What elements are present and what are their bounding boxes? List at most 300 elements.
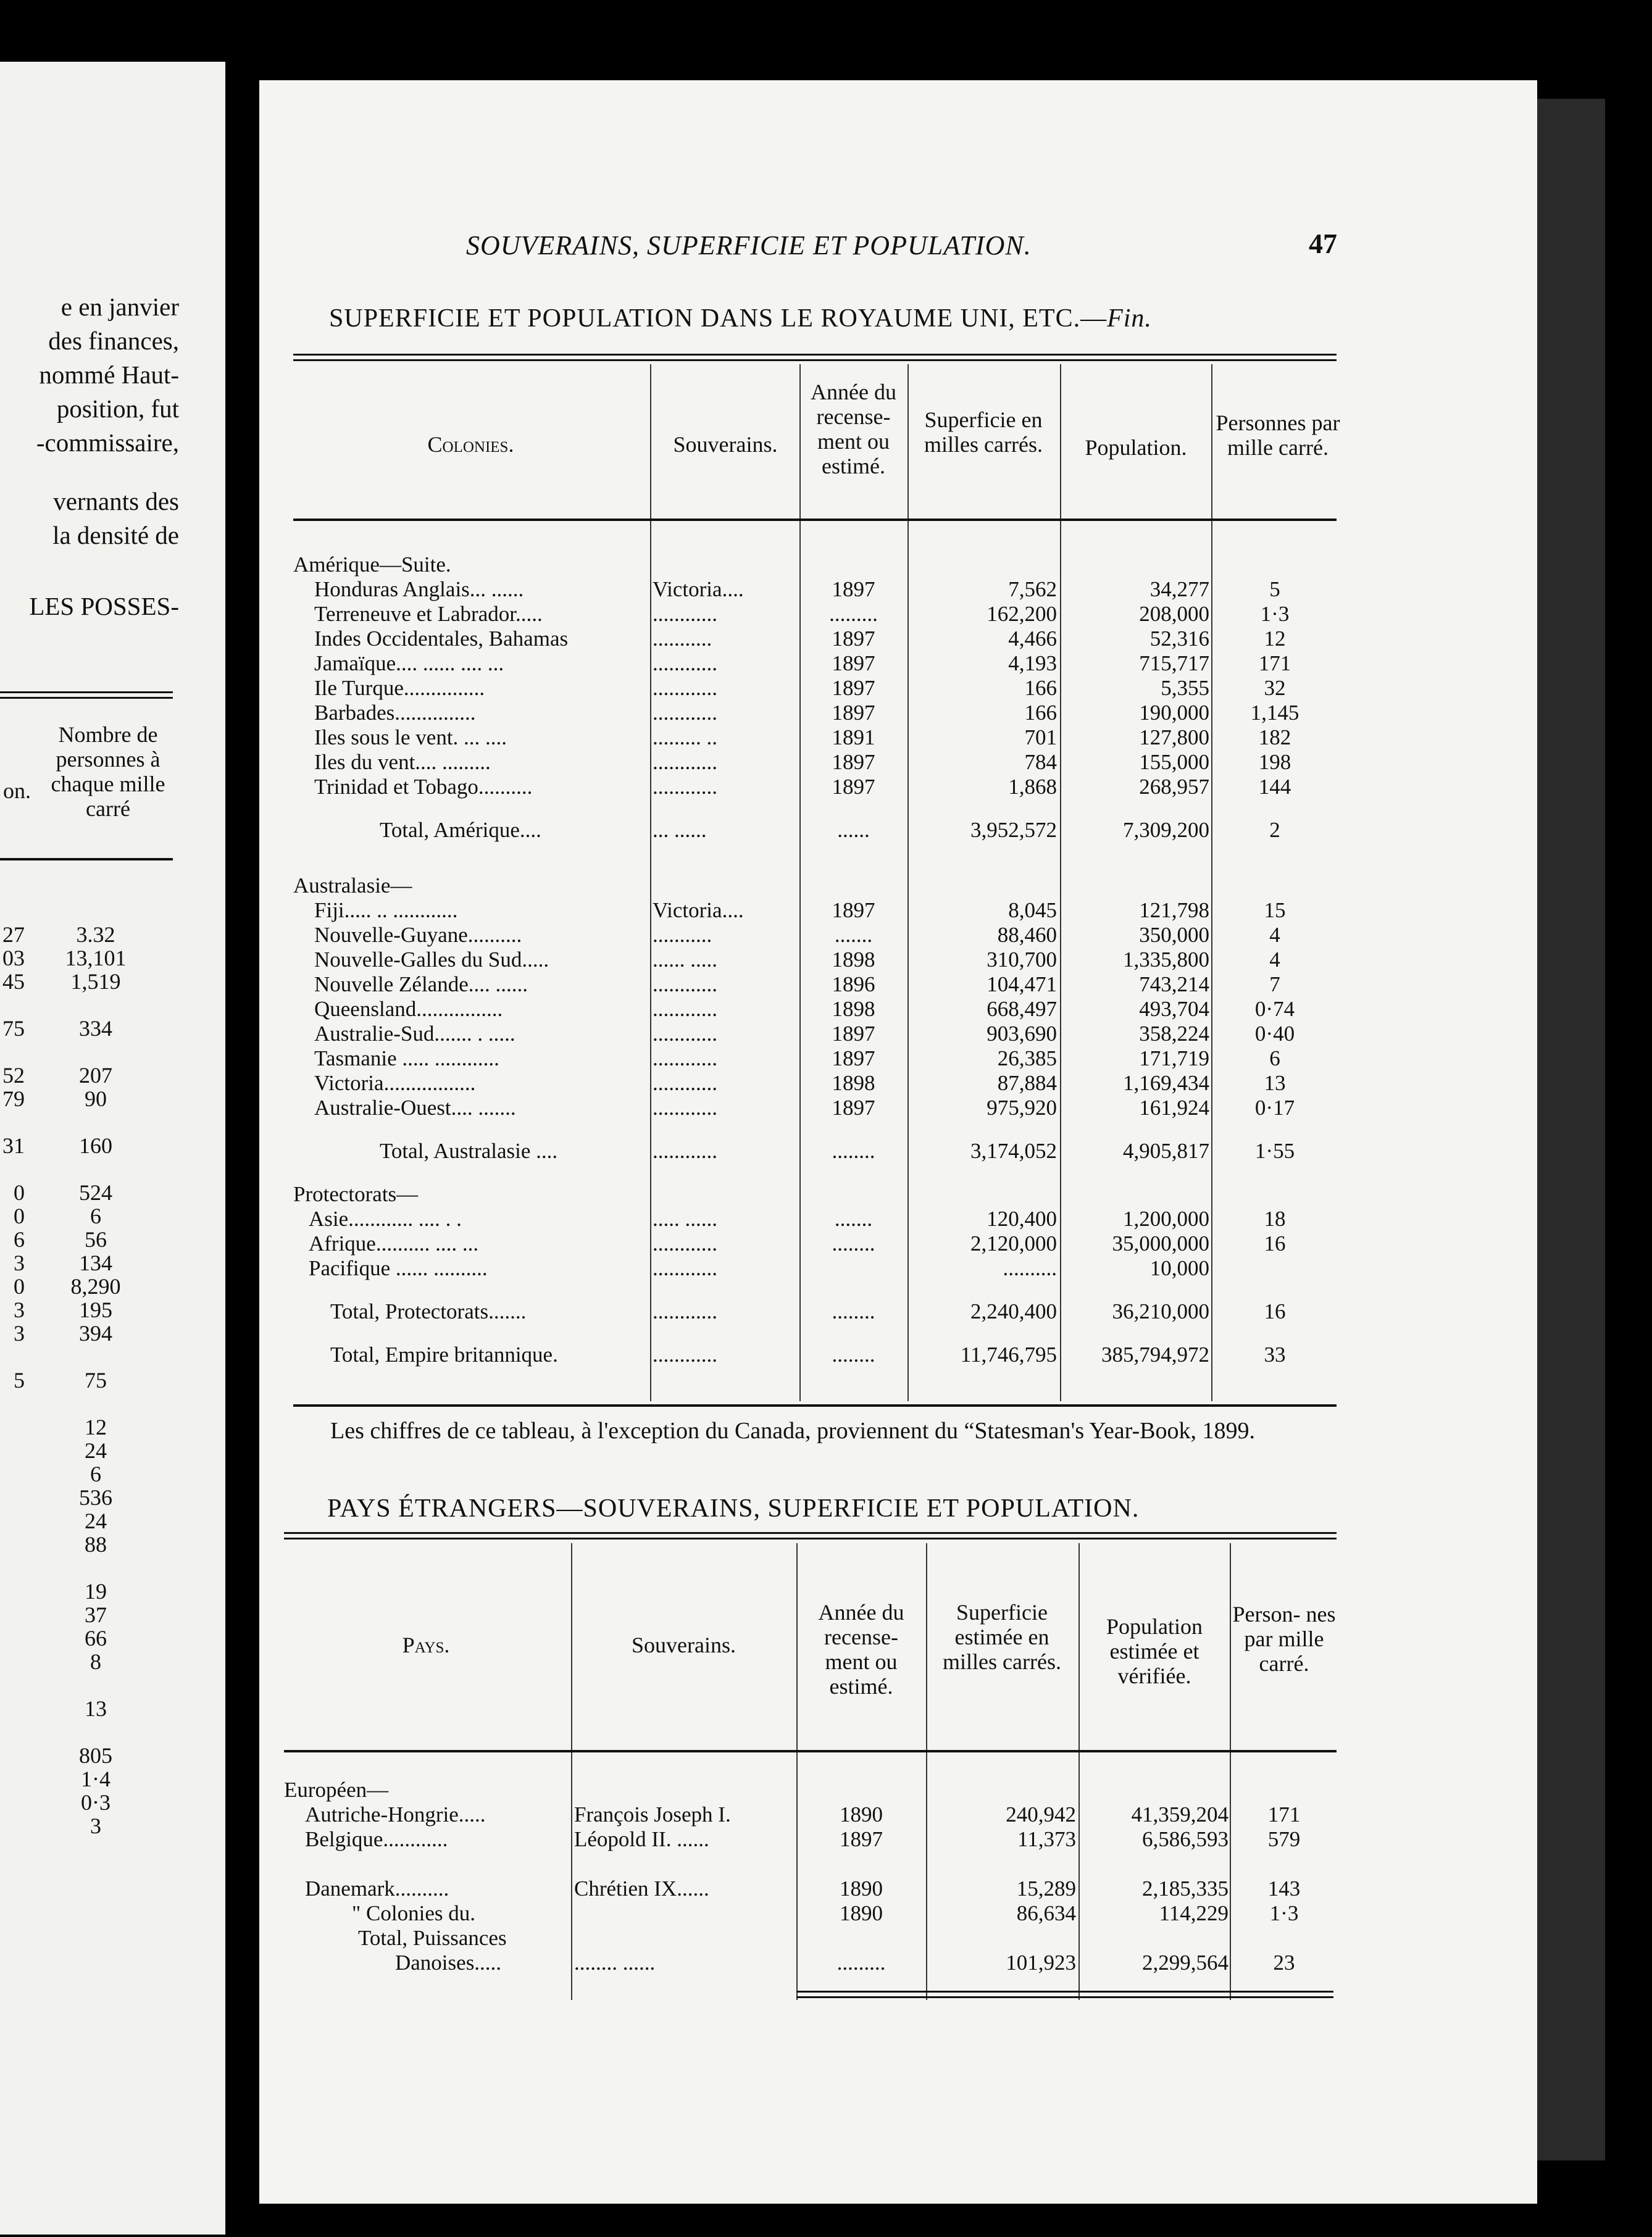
table-row xyxy=(293,1046,1343,1071)
table-cell: Victoria................. xyxy=(314,1071,476,1095)
left-number: 24 xyxy=(85,1509,107,1533)
left-number: 207 xyxy=(79,1063,112,1088)
left-number xyxy=(0,1697,25,1720)
table2-header: Souverains. xyxy=(632,1633,736,1657)
table-cell: 1,145 xyxy=(1250,701,1299,725)
table-row xyxy=(284,1877,1340,1901)
table-cell: 155,000 xyxy=(1139,750,1209,774)
table-cell: 1897 xyxy=(832,1046,875,1070)
left-number: 27 xyxy=(2,922,25,947)
table1-title xyxy=(329,304,1152,333)
left-number: 3 xyxy=(90,1814,101,1838)
left-rule xyxy=(0,858,173,860)
left-col-head-a: on. xyxy=(3,778,31,803)
running-title: SOUVERAINS, SUPERFICIE ET POPULATION. xyxy=(466,230,1032,260)
table1-header: Population. xyxy=(1085,435,1187,460)
left-number: 1·4 xyxy=(81,1767,111,1791)
table-cell: 1890 xyxy=(840,1901,883,1925)
table-row xyxy=(284,1802,1340,1827)
table-cell: 1897 xyxy=(832,627,875,651)
table-cell: 120,400 xyxy=(987,1207,1057,1231)
table-cell: 3,952,572 xyxy=(970,818,1057,842)
left-number: 0 xyxy=(14,1274,25,1299)
table-cell: Chrétien IX...... xyxy=(574,1877,709,1901)
left-col-b xyxy=(49,923,142,1838)
table-cell: ...... xyxy=(837,818,870,842)
table-cell: ..... ...... xyxy=(653,1207,717,1231)
table-row xyxy=(293,1182,1343,1207)
left-number xyxy=(0,1392,25,1415)
left-number xyxy=(0,1650,25,1673)
table-cell: 1·55 xyxy=(1254,1139,1295,1163)
table1-top-rule xyxy=(293,354,1337,361)
left-line: des finances, xyxy=(48,327,179,355)
left-number xyxy=(0,1720,25,1744)
table1-title-suffix: Fin. xyxy=(1107,304,1152,333)
left-number xyxy=(49,1673,142,1697)
table-cell: ............ xyxy=(653,997,717,1021)
table-cell: 171 xyxy=(1267,1802,1301,1827)
table-cell: 4,193 xyxy=(1008,651,1057,675)
table-cell: 743,214 xyxy=(1139,972,1209,996)
table-row xyxy=(293,701,1343,725)
left-number: 8 xyxy=(90,1649,101,1674)
table-cell: 240,942 xyxy=(1006,1802,1076,1827)
table-cell: 668,497 xyxy=(987,997,1057,1021)
left-number xyxy=(0,1345,25,1368)
table-cell: 101,923 xyxy=(1006,1951,1076,1975)
table-cell: 11,746,795 xyxy=(960,1343,1057,1367)
table2-header: Pays. xyxy=(402,1633,450,1657)
table-cell: 903,690 xyxy=(987,1022,1057,1046)
table-cell: 1,868 xyxy=(1008,775,1057,799)
page-number: 47 xyxy=(1309,228,1337,259)
table-row xyxy=(293,948,1343,972)
left-number: 88 xyxy=(85,1532,107,1557)
table-cell: 2,240,400 xyxy=(970,1299,1057,1323)
table-cell: 166 xyxy=(1024,676,1057,700)
table-row xyxy=(293,923,1343,948)
table-cell: 190,000 xyxy=(1139,701,1209,725)
left-number: 334 xyxy=(79,1016,112,1041)
table-cell: Danemark.......... xyxy=(305,1877,449,1901)
table-cell: Victoria.... xyxy=(653,898,744,922)
table-cell: 162,200 xyxy=(987,602,1057,626)
left-number: 805 xyxy=(79,1743,112,1768)
left-number: 160 xyxy=(79,1133,112,1158)
table-cell: Iles sous le vent. ... .... xyxy=(314,725,507,749)
table-cell: " Colonies du. xyxy=(352,1901,475,1925)
left-number xyxy=(0,1627,25,1650)
table-cell: 2,299,564 xyxy=(1142,1951,1229,1975)
table-cell: 1890 xyxy=(840,1877,883,1901)
table2-header: Population estimée et vérifiée. xyxy=(1106,1614,1203,1688)
left-number: 134 xyxy=(79,1251,112,1275)
table-cell: 144 xyxy=(1258,775,1291,799)
table-cell: ....... xyxy=(834,923,873,947)
left-number xyxy=(0,1767,25,1791)
left-number xyxy=(0,1556,25,1580)
left-number: 3 xyxy=(14,1321,25,1346)
left-number: 195 xyxy=(79,1298,112,1322)
left-number: 12 xyxy=(85,1415,107,1439)
table-cell: 1897 xyxy=(832,1022,875,1046)
table-cell: 87,884 xyxy=(997,1071,1057,1095)
table-cell: 350,000 xyxy=(1139,923,1209,947)
table-cell: ............ xyxy=(653,1299,717,1323)
table-cell: 15,289 xyxy=(1016,1877,1076,1901)
table-cell: Iles du vent.... ......... xyxy=(314,750,491,774)
left-number: 5 xyxy=(14,1368,25,1393)
table-cell: ........ xyxy=(832,1299,875,1323)
table-cell: 1·3 xyxy=(1260,602,1290,626)
left-number xyxy=(0,1439,25,1462)
table-cell: Belgique............ xyxy=(305,1827,448,1851)
table-cell: 1898 xyxy=(832,948,875,972)
table-cell: 358,224 xyxy=(1139,1022,1209,1046)
left-number xyxy=(49,1040,142,1064)
table-cell: ............ xyxy=(653,1096,717,1120)
source-note: Les chiffres de ce tableau, à l'exception du Canada, proviennent du “Statesman's Year-Book, 1899. xyxy=(330,1418,1256,1444)
table1-title-main: SUPERFICIE ET POPULATION DANS LE ROYAUME UNI, ETC.— xyxy=(329,304,1108,333)
table-cell: 161,924 xyxy=(1139,1096,1209,1120)
table-cell: ........ xyxy=(832,1139,875,1163)
left-number: 0·3 xyxy=(81,1790,111,1815)
table-cell: 1891 xyxy=(832,725,875,749)
table-cell: 143 xyxy=(1267,1877,1301,1901)
table-cell: ........ ...... xyxy=(574,1951,656,1975)
left-number: 536 xyxy=(79,1485,112,1510)
table-cell: 493,704 xyxy=(1139,997,1209,1021)
table-cell: 4 xyxy=(1269,923,1280,947)
table-cell: Terreneuve et Labrador..... xyxy=(314,602,543,626)
table-cell: ............ xyxy=(653,1022,717,1046)
table-cell: 1,200,000 xyxy=(1123,1207,1209,1231)
table-row xyxy=(293,818,1343,843)
left-number: 0 xyxy=(14,1180,25,1205)
table-cell: ............ xyxy=(653,1343,717,1367)
table-cell: 11,373 xyxy=(1017,1827,1076,1851)
table-cell: 104,471 xyxy=(987,972,1057,996)
left-number xyxy=(0,1673,25,1697)
table-cell: 1898 xyxy=(832,1071,875,1095)
table-cell: 34,277 xyxy=(1149,577,1209,601)
table-row xyxy=(293,1071,1343,1096)
table-cell: Fiji..... .. ............ xyxy=(314,898,458,922)
table-row xyxy=(293,651,1343,676)
table-row xyxy=(293,676,1343,701)
left-number xyxy=(0,1603,25,1627)
table-cell: 5,355 xyxy=(1161,676,1209,700)
left-line: vernants des xyxy=(53,487,179,515)
table-cell: 1,169,434 xyxy=(1123,1071,1209,1095)
table-cell: ............ xyxy=(653,651,717,675)
left-number: 1,519 xyxy=(70,969,121,994)
table-cell: Australie-Ouest.... ....... xyxy=(314,1096,516,1120)
table-cell: 2 xyxy=(1269,818,1280,842)
table-cell: 1,335,800 xyxy=(1123,948,1209,972)
table-cell: 4,466 xyxy=(1008,627,1057,651)
table-row xyxy=(293,898,1343,923)
table-row xyxy=(284,1951,1340,1975)
table1-header-rule xyxy=(293,519,1337,521)
table-row xyxy=(284,1901,1340,1926)
table-cell: 26,385 xyxy=(997,1046,1057,1070)
table-row xyxy=(293,577,1343,602)
left-number: 13,101 xyxy=(65,946,127,970)
left-number: 6 xyxy=(90,1462,101,1486)
table-row xyxy=(293,1139,1343,1164)
page-edge xyxy=(1537,99,1605,2160)
table-cell: François Joseph I. xyxy=(574,1802,731,1827)
table-cell: 0·17 xyxy=(1254,1096,1295,1120)
table-cell: 310,700 xyxy=(987,948,1057,972)
left-number xyxy=(49,1556,142,1580)
table-cell: Danoises..... xyxy=(395,1951,502,1975)
left-number: 524 xyxy=(79,1180,112,1205)
table-cell: 88,460 xyxy=(997,923,1057,947)
table-cell: ....... xyxy=(834,1207,873,1231)
left-line: e en janvier xyxy=(60,293,179,321)
left-number: 37 xyxy=(85,1602,107,1627)
table2-header: Année du recense- ment ou estimé. xyxy=(818,1600,904,1699)
table-cell: Protectorats— xyxy=(293,1182,419,1206)
table-cell: 3,174,052 xyxy=(970,1139,1057,1163)
left-number: 3 xyxy=(14,1251,25,1275)
table-cell: 4 xyxy=(1269,948,1280,972)
table-row xyxy=(293,1022,1343,1046)
table-cell: 1897 xyxy=(840,1827,883,1851)
table-cell: 15 xyxy=(1264,898,1286,922)
table2-top-rule xyxy=(284,1532,1337,1539)
table-cell: 1897 xyxy=(832,898,875,922)
table-cell: Total, Amérique.... xyxy=(380,818,541,842)
left-rule xyxy=(0,691,173,699)
left-number: 90 xyxy=(85,1086,107,1111)
table-cell: 1897 xyxy=(832,701,875,725)
table-cell: ............ xyxy=(653,1071,717,1095)
left-page-text xyxy=(29,290,179,623)
table-cell: ............ xyxy=(653,701,717,725)
table-cell: 1890 xyxy=(840,1802,883,1827)
table-cell: Nouvelle-Galles du Sud..... xyxy=(314,948,549,972)
left-number xyxy=(0,1580,25,1603)
left-number: 3 xyxy=(14,1298,25,1322)
table1-header: Superficie en milles carrés. xyxy=(924,407,1043,457)
left-number: 45 xyxy=(2,969,25,994)
table-cell: ...... ..... xyxy=(653,948,717,972)
table-cell: Jamaïque.... ...... .... ... xyxy=(314,651,504,675)
table-cell: ......... xyxy=(836,1951,886,1975)
table-cell: 1896 xyxy=(832,972,875,996)
table-cell: 579 xyxy=(1267,1827,1301,1851)
table-cell: 23 xyxy=(1273,1951,1295,1975)
left-number xyxy=(0,1486,25,1509)
table-cell: Autriche-Hongrie..... xyxy=(305,1802,486,1827)
table-cell: 7,309,200 xyxy=(1123,818,1209,842)
table-cell: Total, Australasie .... xyxy=(380,1139,558,1163)
left-number xyxy=(49,1720,142,1744)
table-cell: ............ xyxy=(653,1046,717,1070)
left-number xyxy=(0,1509,25,1533)
table-row xyxy=(293,1231,1343,1256)
left-line: LES POSSES- xyxy=(29,592,179,620)
table-cell: Barbades............... xyxy=(314,701,476,725)
left-number xyxy=(0,1110,25,1134)
table-row xyxy=(293,1096,1343,1120)
left-col-a xyxy=(0,923,25,1814)
table-cell: 1·3 xyxy=(1269,1901,1299,1925)
left-number xyxy=(49,993,142,1017)
table-cell: Total, Protectorats....... xyxy=(330,1299,527,1323)
table-cell: ......... .. xyxy=(653,725,717,749)
table-cell: Amérique—Suite. xyxy=(293,552,451,577)
table-cell: 33 xyxy=(1264,1343,1286,1367)
table-row xyxy=(293,552,1343,577)
table1-header: Souverains. xyxy=(673,432,778,457)
left-number xyxy=(49,1157,142,1181)
table-cell: 86,634 xyxy=(1016,1901,1076,1925)
table-cell: 16 xyxy=(1264,1231,1286,1256)
left-line: position, fut xyxy=(56,394,179,423)
table-cell: Australasie— xyxy=(293,873,412,898)
table2-header: Person- nes par mille carré. xyxy=(1232,1602,1336,1676)
table2-body xyxy=(284,1778,1340,1975)
table1-body xyxy=(293,552,1343,1367)
table-cell: 198 xyxy=(1258,750,1291,774)
table-cell: 784 xyxy=(1024,750,1057,774)
left-number: 31 xyxy=(2,1133,25,1158)
left-number: 8,290 xyxy=(70,1274,121,1299)
table-row xyxy=(293,602,1343,627)
left-number xyxy=(0,1533,25,1556)
left-number xyxy=(49,1392,142,1415)
table-cell: 18 xyxy=(1264,1207,1286,1231)
table-cell: 52,316 xyxy=(1149,627,1209,651)
table-cell: ... ...... xyxy=(653,818,707,842)
left-number xyxy=(0,1415,25,1439)
left-number: 0 xyxy=(14,1204,25,1228)
table-cell: 1897 xyxy=(832,775,875,799)
table-cell: ............ xyxy=(653,972,717,996)
left-number xyxy=(49,1110,142,1134)
left-number: 13 xyxy=(85,1696,107,1721)
table-cell: Asie............ .... . . xyxy=(309,1207,462,1231)
table-cell: 1897 xyxy=(832,577,875,601)
table-cell: 0·74 xyxy=(1254,997,1295,1021)
table-row xyxy=(293,750,1343,775)
table-cell: 385,794,972 xyxy=(1101,1343,1209,1367)
table-row xyxy=(293,1256,1343,1281)
table-cell: ............ xyxy=(653,775,717,799)
table-cell: 13 xyxy=(1264,1071,1286,1095)
table-cell: ............ xyxy=(653,1256,717,1280)
table1-header: Personnes par mille carré. xyxy=(1216,410,1340,460)
table-cell: Queensland................ xyxy=(314,997,503,1021)
table-row xyxy=(293,1343,1343,1367)
table2-bottom-rule xyxy=(796,1991,1333,1998)
table-cell: 7 xyxy=(1269,972,1280,996)
table-cell: 35,000,000 xyxy=(1112,1231,1209,1256)
table-cell: Total, Puissances xyxy=(358,1926,507,1950)
left-col-head-b: Nombre de personnes à chaque mille carré xyxy=(51,722,165,821)
table-cell: 2,185,335 xyxy=(1142,1877,1229,1901)
table-cell: ........ xyxy=(832,1343,875,1367)
table-row xyxy=(293,972,1343,997)
table-row xyxy=(284,1852,1340,1877)
table-cell: 1897 xyxy=(832,1096,875,1120)
table-cell: 1898 xyxy=(832,997,875,1021)
table-cell: Nouvelle Zélande.... ...... xyxy=(314,972,528,996)
table-row xyxy=(293,997,1343,1022)
left-number: 79 xyxy=(2,1086,25,1111)
table-row xyxy=(293,1207,1343,1231)
table2-header: Superficie estimée en milles carrés. xyxy=(943,1600,1061,1674)
table-cell: 268,957 xyxy=(1139,775,1209,799)
table-cell: ........... xyxy=(653,627,712,651)
table-cell: Trinidad et Tobago.......... xyxy=(314,775,533,799)
table-row xyxy=(293,725,1343,750)
table2-header-rule xyxy=(284,1750,1337,1752)
table-cell: 171,719 xyxy=(1139,1046,1209,1070)
table-cell: Ile Turque............... xyxy=(314,676,485,700)
left-number: 3.32 xyxy=(76,922,115,947)
table-row xyxy=(284,1926,1340,1951)
table-cell: 975,920 xyxy=(987,1096,1057,1120)
table-cell: 4,905,817 xyxy=(1123,1139,1209,1163)
note-rule xyxy=(293,1404,1337,1407)
table-cell: Honduras Anglais... ...... xyxy=(314,577,524,601)
left-number xyxy=(0,1462,25,1486)
table-cell: Total, Empire britannique. xyxy=(330,1343,558,1367)
left-number: 03 xyxy=(2,946,25,970)
table-row xyxy=(293,627,1343,651)
table-cell: 127,800 xyxy=(1139,725,1209,749)
table-cell: 166 xyxy=(1024,701,1057,725)
table-cell: 114,229 xyxy=(1159,1901,1229,1925)
left-number xyxy=(0,1744,25,1767)
left-line: -commissaire, xyxy=(36,428,179,457)
left-number: 6 xyxy=(14,1227,25,1252)
table-cell: Afrique.......... .... ... xyxy=(309,1231,479,1256)
left-number xyxy=(0,1157,25,1181)
table-cell: ........... xyxy=(653,923,712,947)
left-number xyxy=(49,1345,142,1368)
table-row xyxy=(284,1827,1340,1852)
table-cell: 41,359,204 xyxy=(1131,1802,1229,1827)
table-cell: .......... xyxy=(1003,1256,1057,1280)
table-row xyxy=(284,1778,1340,1802)
table-row xyxy=(293,1299,1343,1324)
table-cell: ............ xyxy=(653,676,717,700)
table1-header: Colonies. xyxy=(427,432,514,457)
table-cell: 36,210,000 xyxy=(1112,1299,1209,1323)
left-line: nommé Haut- xyxy=(39,360,179,389)
left-number xyxy=(0,1791,25,1814)
table-cell: 121,798 xyxy=(1139,898,1209,922)
table-cell: Indes Occidentales, Bahamas xyxy=(314,627,569,651)
table-cell: 5 xyxy=(1269,577,1280,601)
left-number: 394 xyxy=(79,1321,112,1346)
left-number: 75 xyxy=(85,1368,107,1393)
table-cell: 701 xyxy=(1024,725,1057,749)
left-number xyxy=(0,1040,25,1064)
table-cell: 6,586,593 xyxy=(1142,1827,1229,1851)
table-cell: ......... xyxy=(829,602,878,626)
table-cell: 208,000 xyxy=(1139,602,1209,626)
table-cell: Européen— xyxy=(284,1778,389,1802)
left-number: 19 xyxy=(85,1579,107,1604)
